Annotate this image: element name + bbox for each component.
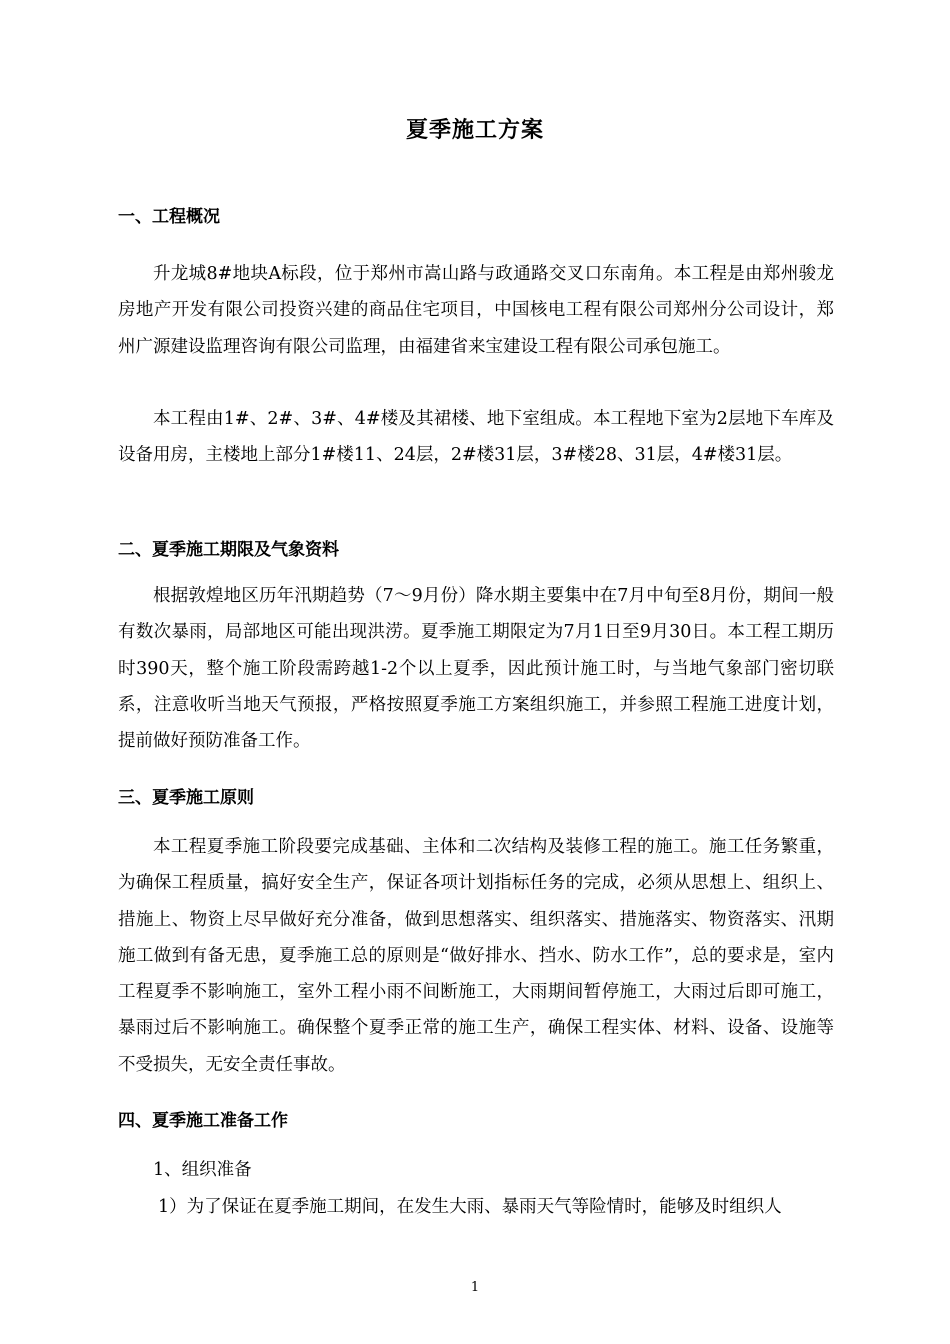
paragraph-principles: 本工程夏季施工阶段要完成基础、主体和二次结构及装修工程的施工。施工任务繁重，为确保工程质量，搞好安全生产，保证各项计划指标任务的完成，必须从思想上、组织上、措施上、物资上尽早做好充分准备，做到思想落实、组织落实、措施落实、物资落实、汛期施工做到有备无患，夏季施工总的原则是“做好排水、挡水、防水工作”，总的要求是，室内工程夏季不影响施工，室外工程小雨不间断施工，大雨期间暂停施工，大雨过后即可施工，暴雨过后不影响施工。确保整个夏季正常的施工生产，确保工程实体、材料、设备、设施等不受损失，无安全责任事故。 [118, 837, 834, 1075]
paragraph-preparation-1: 1、组织准备 [153, 1160, 252, 1180]
section-heading-overview: 一、工程概况 [118, 207, 220, 227]
paragraph-overview-2: 本工程由1#、2#、3#、4#楼及其裙楼、地下室组成。本工程地下室为2层地下车库及设备用房，主楼地上部分1#楼11、24层，2#楼31层，3#楼28、31层，4#楼31层。 [118, 409, 834, 466]
paragraph-schedule-weather: 根据敦煌地区历年汛期趋势（7～9月份）降水期主要集中在7月中旬至8月份，期间一般有数次暴雨，局部地区可能出现洪涝。夏季施工期限定为7月1日至9月30日。本工程工期历时390天，整个施工阶段需跨越1-2个以上夏季，因此预计施工时，与当地气象部门密切联系，注意收听当地天气预报，严格按照夏季施工方案组织施工，并参照工程施工进度计划，提前做好预防准备工作。 [118, 586, 834, 752]
page-number: 1 [470, 1280, 480, 1295]
section-heading-preparation: 四、夏季施工准备工作 [118, 1111, 288, 1131]
paragraph-overview-1: 升龙城8#地块A标段，位于郑州市嵩山路与政通路交叉口东南角。本工程是由郑州骏龙房地产开发有限公司投资兴建的商品住宅项目，中国核电工程有限公司郑州分公司设计，郑州广源建设监理咨询有限公司监理，由福建省来宝建设工程有限公司承包施工。 [118, 264, 834, 357]
paragraph-preparation-2: 1）为了保证在夏季施工期间，在发生大雨、暴雨天气等险情时，能够及时组织人 [158, 1197, 782, 1217]
document-title: 夏季施工方案 [405, 117, 544, 143]
section-heading-schedule-weather: 二、夏季施工期限及气象资料 [118, 540, 339, 560]
section-heading-principles: 三、夏季施工原则 [118, 788, 254, 808]
